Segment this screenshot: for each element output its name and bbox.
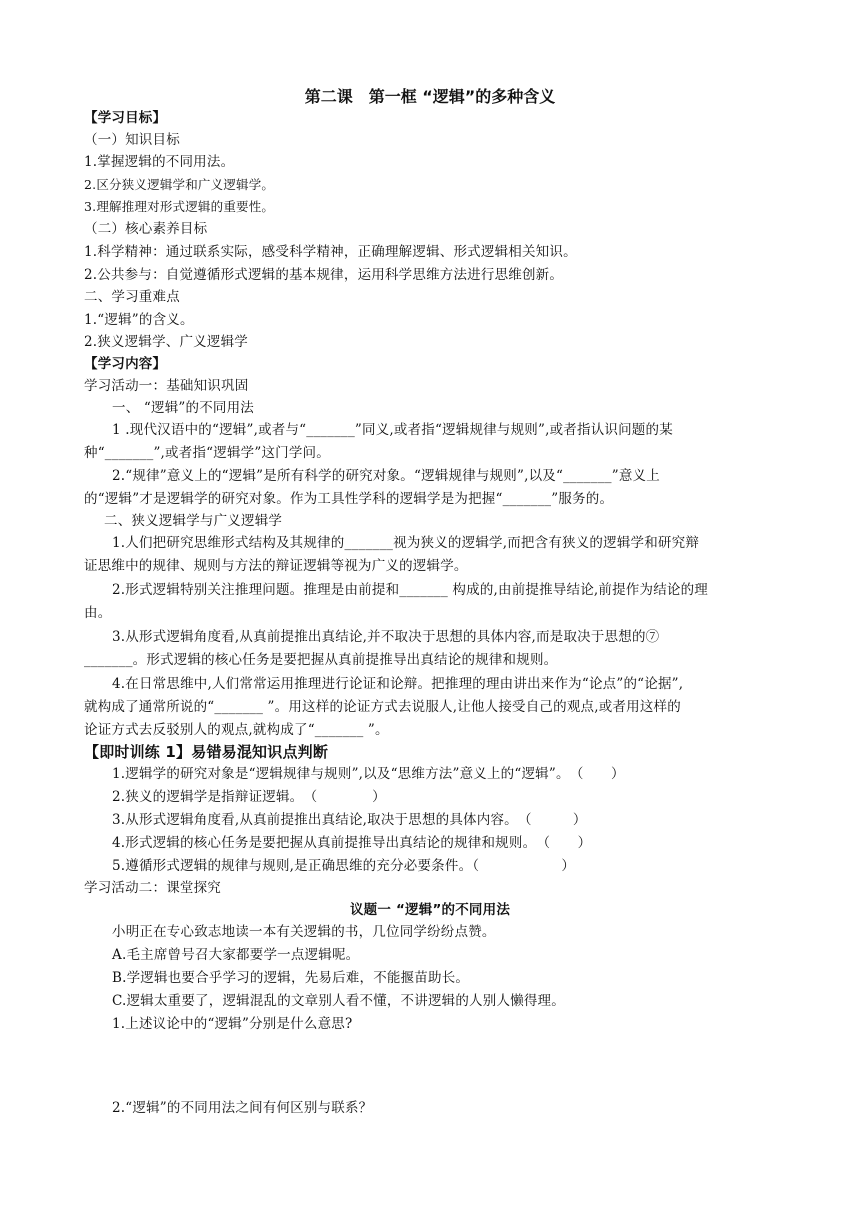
activity2-heading: 学习活动二：课堂探究 xyxy=(84,880,221,896)
training-heading: 【即时训练 1】易错易混知识点判断 xyxy=(84,743,329,761)
topic-question: 2.“逻辑”的不同用法之间有何区别与联系？ xyxy=(112,1100,373,1116)
topic-question: 1.上述议论中的“逻辑”分别是什么意思? xyxy=(112,1016,353,1032)
key-point-item: 1.“逻辑”的含义。 xyxy=(84,312,194,328)
section2-line: 由。 xyxy=(84,605,112,621)
training-item: 2.狭义的逻辑学是指辩证逻辑。 （ ） xyxy=(112,789,386,805)
training-item: 1.逻辑学的研究对象是“逻辑规律与规则”,以及“思维方法”意义上的“逻辑”。 （ ） xyxy=(112,766,625,782)
section2-line: 2.形式逻辑特别关注推理问题。推理是由前提和_______ 构成的,由前提推导结论,前提作为结论的理 xyxy=(112,582,709,598)
section1-line: 的“逻辑”才是逻辑学的研究对象。作为工具性学科的逻辑学是为把握“_______”服务的。 xyxy=(84,491,614,507)
knowledge-heading: （一）知识目标 xyxy=(84,132,180,148)
section2-heading: 二、狭义逻辑学与广义逻辑学 xyxy=(104,513,283,529)
section2-line: 4.在日常思维中,人们常常运用推理进行论证和论辩。把推理的理由讲出来作为“论点”的“论据”, xyxy=(112,676,684,692)
training-item: 4.形式逻辑的核心任务是要把握从真前提推导出真结论的规律和规则。 （ ） xyxy=(112,835,592,851)
page-title: 第二课 第一框 “逻辑”的多种含义 xyxy=(304,87,556,106)
content-heading: 【学习内容】 xyxy=(84,356,167,372)
topic-heading: 议题一 “逻辑”的不同用法 xyxy=(349,902,511,918)
section2-line: _______。形式逻辑的核心任务是要把握从真前提推导出真结论的规律和规则。 xyxy=(84,652,558,668)
section2-line: 就构成了通常所说的“_______ ”。用这样的论证方式去说服人,让他人接受自己的观点,或者用这样的 xyxy=(84,699,681,715)
training-item: 3.从形式逻辑角度看,从真前提推出真结论,取决于思想的具体内容。 （ ） xyxy=(112,812,587,828)
core-item: 2.公共参与：自觉遵循形式逻辑的基本规律，运用科学思维方法进行思维创新。 xyxy=(84,267,564,283)
topic-option: B.学逻辑也要合乎学习的逻辑，先易后难，不能揠苗助长。 xyxy=(112,970,470,986)
knowledge-item: 3.理解推理对形式逻辑的重要性。 xyxy=(84,199,275,214)
topic-intro: 小明正在专心致志地读一本有关逻辑的书，几位同学纷纷点赞。 xyxy=(112,924,496,940)
section1-line: 2.“规律”意义上的“逻辑”是所有科学的研究对象。“逻辑规律与规则”,以及“_______”意义上 xyxy=(112,468,660,484)
section2-line: 证思维中的规律、规则与方法的辩证逻辑等视为广义的逻辑学。 xyxy=(84,558,468,574)
knowledge-item: 2.区分狭义逻辑学和广义逻辑学。 xyxy=(84,177,275,192)
training-item: 5.遵循形式逻辑的规律与规则,是正确思维的充分必要条件。（ ） xyxy=(112,858,576,874)
section2-line: 1.人们把研究思维形式结构及其规律的_______视为狭义的逻辑学,而把含有狭义的逻辑学和研究辩 xyxy=(112,535,700,551)
core-item: 1.科学精神：通过联系实际，感受科学精神，正确理解逻辑、形式逻辑相关知识。 xyxy=(84,244,577,260)
section1-line: 1 .现代汉语中的“逻辑”,或者与“_______”同义,或者指“逻辑规律与规则”,或者指认识问题的某 xyxy=(112,422,673,438)
objectives-heading: 【学习目标】 xyxy=(84,110,167,126)
key-points-heading: 二、学习重难点 xyxy=(84,289,180,305)
section1-heading: 一、 “逻辑”的不同用法 xyxy=(112,400,254,416)
section2-line: 3.从形式逻辑角度看,从真前提推出真结论,并不取决于思想的具体内容,而是取决于思想的⑦ xyxy=(112,629,660,645)
section1-line: 种“_______”,或者指“逻辑学”这门学问。 xyxy=(84,445,330,461)
activity1-heading: 学习活动一：基础知识巩固 xyxy=(84,378,249,394)
topic-option: C.逻辑太重要了，逻辑混乱的文章别人看不懂，不讲逻辑的人别人懒得理。 xyxy=(112,993,565,1009)
key-point-item: 2.狭义逻辑学、广义逻辑学 xyxy=(84,334,248,350)
core-heading: （二）核心素养目标 xyxy=(84,221,208,237)
knowledge-item: 1.掌握逻辑的不同用法。 xyxy=(84,154,235,170)
section2-line: 论证方式去反驳别人的观点,就构成了“_______ ”。 xyxy=(84,722,389,738)
topic-option: A.毛主席曾号召大家都要学一点逻辑呢。 xyxy=(112,947,360,963)
